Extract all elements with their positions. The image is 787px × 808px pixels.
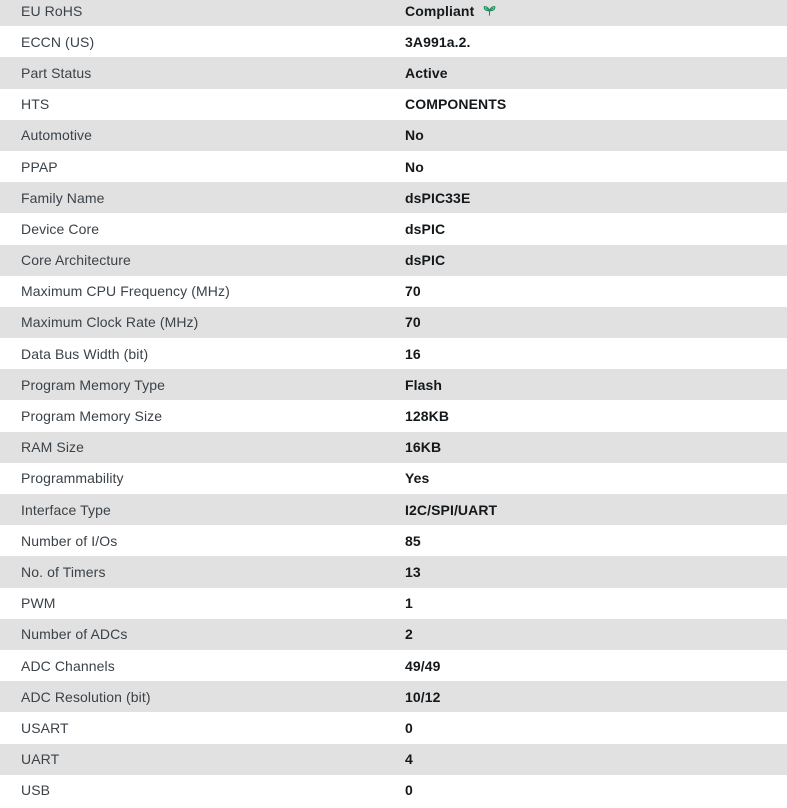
spec-attribute-value <box>405 690 787 704</box>
spec-value-text: COMPONENTS <box>405 96 507 113</box>
spec-row <box>0 619 787 650</box>
spec-row <box>0 57 787 88</box>
spec-attribute-value <box>405 503 787 517</box>
spec-value-text: 1 <box>405 595 413 612</box>
spec-value-text: 16 <box>405 345 421 362</box>
spec-value-text: 70 <box>405 314 421 331</box>
spec-row <box>0 525 787 556</box>
spec-row <box>0 369 787 400</box>
spec-attribute-value <box>405 347 787 361</box>
spec-attribute-value <box>405 596 787 610</box>
spec-attribute-value <box>405 471 787 485</box>
spec-value-text: 2 <box>405 626 413 643</box>
spec-attribute-value <box>405 284 787 298</box>
spec-value-text: dsPIC <box>405 220 446 237</box>
spec-attribute-value <box>405 783 787 797</box>
spec-value-text: 4 <box>405 751 413 768</box>
spec-row <box>0 89 787 120</box>
spec-row <box>0 712 787 743</box>
spec-value-text: 70 <box>405 283 421 300</box>
spec-row <box>0 0 787 26</box>
spec-attribute-value <box>405 721 787 735</box>
spec-attribute-label: PWM <box>21 595 56 612</box>
spec-attribute-value <box>405 66 787 80</box>
spec-attribute-value <box>405 409 787 423</box>
spec-attribute-label: Number of I/Os <box>21 532 118 549</box>
spec-value-text: 3A991a.2. <box>405 33 471 50</box>
spec-attribute-value <box>405 315 787 329</box>
spec-attribute-label: Number of ADCs <box>21 626 128 643</box>
spec-attribute-label: EU RoHS <box>21 2 83 19</box>
spec-attribute-value <box>405 378 787 392</box>
spec-value-text: I2C/SPI/UART <box>405 501 498 518</box>
spec-value-text: No <box>405 158 424 175</box>
spec-row <box>0 463 787 494</box>
spec-value-text: 0 <box>405 719 413 736</box>
spec-value-text: Compliant <box>405 2 475 19</box>
spec-attribute-label: Data Bus Width (bit) <box>21 345 149 362</box>
spec-attribute-value <box>405 253 787 267</box>
spec-row <box>0 556 787 587</box>
spec-attribute-value <box>405 440 787 454</box>
spec-row <box>0 182 787 213</box>
spec-row <box>0 744 787 775</box>
spec-row <box>0 245 787 276</box>
spec-row <box>0 650 787 681</box>
spec-attribute-label: HTS <box>21 96 50 113</box>
rohs-compliant-leaf-icon[interactable] <box>482 3 497 18</box>
spec-value-text: 13 <box>405 563 421 580</box>
spec-value-text: dsPIC <box>405 252 446 269</box>
spec-attribute-value <box>405 534 787 548</box>
spec-value-text: 0 <box>405 782 413 799</box>
spec-row <box>0 494 787 525</box>
spec-row <box>0 120 787 151</box>
spec-attribute-value <box>405 222 787 236</box>
spec-attribute-label: UART <box>21 751 60 768</box>
spec-value-text: 16KB <box>405 439 442 456</box>
spec-attribute-value <box>405 627 787 641</box>
spec-attribute-label: Maximum CPU Frequency (MHz) <box>21 283 230 300</box>
spec-attribute-value <box>405 35 787 49</box>
spec-attribute-label: USB <box>21 782 51 799</box>
spec-attribute-label: No. of Timers <box>21 563 106 580</box>
spec-attribute-label: Automotive <box>21 127 93 144</box>
spec-attribute-label: Program Memory Type <box>21 376 166 393</box>
spec-attribute-label: PPAP <box>21 158 58 175</box>
spec-row <box>0 213 787 244</box>
spec-value-text: Yes <box>405 470 430 487</box>
spec-attribute-label: Maximum Clock Rate (MHz) <box>21 314 199 331</box>
spec-attribute-label: USART <box>21 719 69 736</box>
spec-value-text: 85 <box>405 532 421 549</box>
spec-value-text: Flash <box>405 376 443 393</box>
spec-attribute-label: Part Status <box>21 64 92 81</box>
spec-attribute-label: Device Core <box>21 220 100 237</box>
spec-attribute-value <box>405 160 787 174</box>
spec-attribute-label: Programmability <box>21 470 124 487</box>
spec-attribute-label: Interface Type <box>21 501 111 518</box>
spec-attribute-value <box>405 4 787 18</box>
spec-attribute-label: RAM Size <box>21 439 85 456</box>
spec-attribute-value <box>405 97 787 111</box>
spec-attribute-value <box>405 128 787 142</box>
spec-row <box>0 26 787 57</box>
spec-attribute-label: Program Memory Size <box>21 408 163 425</box>
spec-row <box>0 681 787 712</box>
spec-value-text: 128KB <box>405 408 450 425</box>
spec-value-text: No <box>405 127 424 144</box>
spec-row <box>0 432 787 463</box>
spec-row <box>0 588 787 619</box>
spec-value-text: 10/12 <box>405 688 441 705</box>
spec-row <box>0 775 787 806</box>
spec-value-text: dsPIC33E <box>405 189 471 206</box>
spec-attribute-label: ADC Resolution (bit) <box>21 688 151 705</box>
spec-attribute-label: ECCN (US) <box>21 33 95 50</box>
spec-attribute-label: Core Architecture <box>21 252 131 269</box>
spec-value-text: Active <box>405 64 448 81</box>
spec-attribute-label: Family Name <box>21 189 105 206</box>
spec-attribute-value <box>405 191 787 205</box>
spec-row <box>0 338 787 369</box>
spec-row <box>0 276 787 307</box>
spec-attribute-value <box>405 752 787 766</box>
spec-row <box>0 307 787 338</box>
spec-value-text: 49/49 <box>405 657 441 674</box>
spec-attribute-label: ADC Channels <box>21 657 115 674</box>
spec-attribute-value <box>405 659 787 673</box>
spec-row <box>0 151 787 182</box>
spec-attribute-value <box>405 565 787 579</box>
spec-row <box>0 400 787 431</box>
